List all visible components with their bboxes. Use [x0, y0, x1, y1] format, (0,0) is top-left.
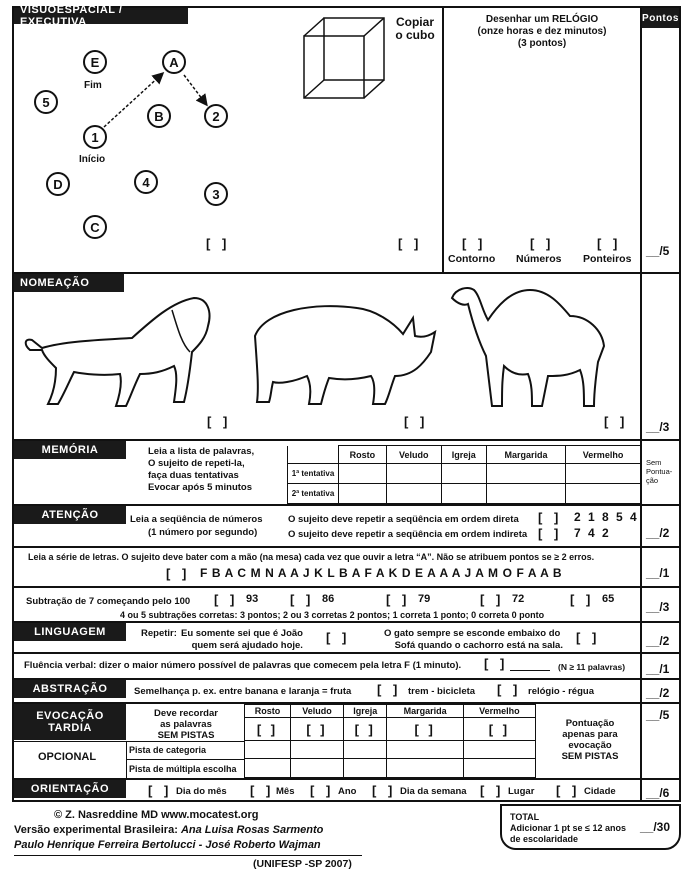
fluency-instruction: Fluência verbal: dizer o maior número possível de palavras que comecem pela letra F (1 minuto).	[24, 660, 462, 671]
memory-cell[interactable]	[386, 464, 441, 484]
recall-table	[244, 704, 536, 778]
recall-word-5: Vermelho	[463, 705, 535, 718]
fluency-threshold: (N ≥ 11 palavras)	[558, 662, 626, 672]
memory-word-5: Vermelho	[566, 446, 641, 464]
letters-sequence: F B A C M N A A J K L B A F A K D E A A A J A M O F A A B	[200, 566, 563, 580]
divider	[12, 586, 681, 588]
memory-instructions: Leia a lista de palavras, O sujeito de repeti-la, faça duas tentativas Evocar após 5 minutos	[148, 446, 255, 493]
section-visuospatial: VISUOESPACIAL / EXECUTIVA	[14, 8, 188, 24]
total-label: TOTAL	[510, 812, 540, 822]
digit-backward-sequence: 7 4 2	[574, 526, 611, 540]
serial7-bracket: [ ]	[214, 592, 239, 607]
trail-node-e: E	[83, 50, 107, 74]
memory-cell[interactable]	[486, 464, 565, 484]
total-score: __/30	[640, 820, 671, 834]
fluency-score: __/1	[646, 662, 670, 676]
points-header: Pontos	[642, 8, 679, 28]
digit-rate: (1 número por segundo)	[148, 527, 258, 538]
section-naming: NOMEAÇÃO	[14, 274, 124, 292]
letters-score: __/1	[646, 566, 670, 580]
divider	[14, 741, 244, 742]
recall-cell[interactable]	[291, 759, 344, 778]
copyright: © Z. Nasreddine MD www.mocatest.org	[54, 809, 259, 821]
memory-word-4: Margarida	[486, 446, 565, 464]
recall-score-note: Pontuação apenas para evocação SEM PISTAS	[561, 718, 619, 762]
repeat-sentence-2: O gato sempre se esconde embaixo do Sofá quando o cachorro está na sala.	[384, 628, 563, 651]
divider	[126, 759, 244, 760]
abstraction-pair-1: trem - bicicleta	[408, 686, 476, 697]
recall-instruction: Deve recordar as palavras SEM PISTAS	[154, 708, 218, 741]
divider	[126, 741, 127, 778]
repeat-label: Repetir:	[141, 628, 177, 639]
letters-bracket: [ ]	[166, 566, 191, 581]
memory-cell[interactable]	[486, 484, 565, 504]
points-column-divider	[640, 6, 642, 800]
divider	[12, 546, 681, 548]
recall-word-2: Veludo	[291, 705, 344, 718]
clock-divider	[442, 6, 444, 272]
recall-cell[interactable]	[387, 759, 463, 778]
orientation-bracket: [ ]	[148, 783, 173, 798]
serial7-value: 86	[322, 593, 335, 605]
memory-cell[interactable]	[441, 484, 486, 504]
recall-cell[interactable]	[463, 759, 535, 778]
clock-item-contour: Contorno	[448, 253, 496, 265]
orientation-month: Mês	[276, 786, 295, 797]
trail-arrows-icon	[0, 0, 300, 200]
recall-bracket[interactable]: [ ]	[245, 718, 291, 741]
recall-word-4: Margarida	[387, 705, 463, 718]
rhino-icon	[245, 296, 440, 411]
clock-bracket-numbers: [ ]	[530, 236, 555, 251]
recall-cue-category: Pista de categoria	[129, 745, 207, 755]
fluency-count-line[interactable]	[510, 670, 550, 671]
total-education-note-2: de escolaridade	[510, 834, 579, 844]
memory-no-score-note: Sem Pontua- ção	[646, 458, 673, 485]
section-delayed-recall: EVOCAÇÃO TARDIA	[14, 704, 126, 740]
trail-node-2: 2	[204, 104, 228, 128]
recall-optional-label: OPCIONAL	[38, 751, 97, 763]
orientation-place: Lugar	[508, 786, 535, 797]
fluency-bracket: [ ]	[484, 656, 509, 671]
digit-forward-sequence: 2 1 8 5 4	[574, 510, 639, 524]
cube-label: Copiar o cubo	[395, 15, 435, 42]
trail-node-d: D	[46, 172, 70, 196]
repeat-sentence-1: Eu somente sei que é João quem será ajudado hoje.	[181, 628, 303, 651]
repeat-score: __/2	[646, 634, 670, 648]
recall-cell[interactable]	[387, 740, 463, 759]
trail-node-1: 1	[83, 125, 107, 149]
camel-icon	[448, 280, 618, 415]
letters-instruction: Leia a série de letras. O sujeito deve bater com a mão (na mesa) cada vez que ouvir a letra “A”. Não se atribuem pontos se ≥ 2 erros.	[28, 552, 595, 562]
abstraction-bracket-1: [ ]	[377, 682, 402, 697]
digit-backward-bracket: [ ]	[538, 526, 563, 541]
memory-cell[interactable]	[339, 464, 387, 484]
orientation-bracket: [ ]	[250, 783, 275, 798]
memory-trial-2: 2ª tentativa	[288, 484, 339, 504]
serial7-value: 65	[602, 593, 615, 605]
serial7-scoring-rules: 4 ou 5 subtrações corretas: 3 pontos; 2 ou 3 corretas 2 pontos; 1 correta 1 ponto; 0 correta 0 ponto	[120, 610, 545, 620]
recall-cell[interactable]	[245, 759, 291, 778]
section-orientation: ORIENTAÇÃO	[14, 780, 126, 798]
trail-label-start: Início	[79, 154, 106, 165]
digit-forward-instruction: O sujeito deve repetir a seqüência em ordem direta	[288, 514, 519, 525]
serial7-value: 79	[418, 593, 431, 605]
trail-score-bracket: [ ]	[206, 236, 231, 251]
recall-bracket[interactable]: [ ]	[463, 718, 535, 741]
authors-line: Paulo Henrique Ferreira Bertolucci - José Roberto Wajman	[14, 839, 321, 851]
trail-node-c: C	[83, 215, 107, 239]
section-abstraction: ABSTRAÇÃO	[14, 680, 126, 698]
serial7-bracket: [ ]	[386, 592, 411, 607]
trail-node-4: 4	[134, 170, 158, 194]
divider	[14, 855, 362, 856]
abstraction-example: Semelhança p. ex. entre banana e laranja = fruta	[134, 686, 352, 697]
memory-cell[interactable]	[566, 464, 641, 484]
section-attention: ATENÇÃO	[14, 506, 126, 524]
serial7-bracket: [ ]	[290, 592, 315, 607]
digit-score: __/2	[646, 526, 670, 540]
orientation-weekday: Dia da semana	[400, 786, 467, 797]
institution: (UNIFESP -SP 2007)	[253, 858, 352, 870]
naming-score: __/3	[646, 420, 670, 434]
clock-item-hands: Ponteiros	[583, 253, 632, 265]
orientation-day-of-month: Dia do mês	[176, 786, 227, 797]
trail-node-3: 3	[204, 182, 228, 206]
recall-cell[interactable]	[245, 740, 291, 759]
digit-backward-instruction: O sujeito deve repetir a seqüência em ordem indireta	[288, 529, 528, 540]
total-education-note: Adicionar 1 pt se ≤ 12 anos	[510, 823, 626, 833]
cube-score-bracket: [ ]	[398, 236, 423, 251]
clock-instruction: Desenhar um RELÓGIO (onze horas e dez minutos) (3 pontos)	[477, 14, 607, 49]
memory-cell[interactable]	[386, 484, 441, 504]
section-memory: MEMÓRIA	[14, 441, 126, 459]
abstraction-score: __/2	[646, 686, 670, 700]
recall-cell[interactable]	[291, 740, 344, 759]
naming-bracket-lion: [ ]	[207, 414, 232, 429]
orientation-bracket: [ ]	[480, 783, 505, 798]
naming-bracket-camel: [ ]	[604, 414, 629, 429]
recall-bracket[interactable]: [ ]	[291, 718, 344, 741]
naming-bracket-rhino: [ ]	[404, 414, 429, 429]
recall-score: __/5	[646, 708, 670, 722]
serial7-instruction: Subtração de 7 começando pelo 100	[26, 596, 191, 607]
digit-instruction: Leia a seqüência de números	[130, 514, 263, 525]
recall-cell[interactable]	[344, 740, 387, 759]
memory-cell[interactable]	[566, 484, 641, 504]
clock-item-numbers: Números	[516, 253, 562, 265]
repeat-bracket-2: [ ]	[576, 630, 601, 645]
orientation-score: __/6	[646, 786, 670, 800]
orientation-year: Ano	[338, 786, 357, 797]
memory-trial-1: 1ª tentativa	[288, 464, 339, 484]
trail-label-end: Fim	[84, 80, 102, 91]
repeat-bracket-1: [ ]	[326, 630, 351, 645]
abstraction-pair-2: relógio - régua	[528, 686, 594, 697]
recall-cue-multiple-choice: Pista de múltipla escolha	[129, 764, 237, 774]
orientation-bracket: [ ]	[310, 783, 335, 798]
recall-cell[interactable]	[463, 740, 535, 759]
serial7-value: 93	[246, 593, 259, 605]
clock-bracket-hands: [ ]	[597, 236, 622, 251]
memory-cell[interactable]	[339, 484, 387, 504]
orientation-bracket: [ ]	[556, 783, 581, 798]
serial7-bracket: [ ]	[570, 592, 595, 607]
memory-word-2: Veludo	[386, 446, 441, 464]
recall-bracket[interactable]: [ ]	[387, 718, 463, 741]
orientation-bracket: [ ]	[372, 783, 397, 798]
serial7-value: 72	[512, 593, 525, 605]
recall-bracket[interactable]: [ ]	[344, 718, 387, 741]
recall-cell[interactable]	[344, 759, 387, 778]
abstraction-bracket-2: [ ]	[497, 682, 522, 697]
memory-word-3: Igreja	[441, 446, 486, 464]
memory-cell[interactable]	[441, 464, 486, 484]
trail-node-b: B	[147, 104, 171, 128]
version-line: Versão experimental Brasileira: Ana Luisa Rosas Sarmento	[14, 824, 324, 836]
digit-forward-bracket: [ ]	[538, 510, 563, 525]
lion-icon	[22, 290, 217, 415]
section-language: LINGUAGEM	[14, 623, 126, 641]
divider	[12, 652, 681, 654]
recall-word-3: Igreja	[344, 705, 387, 718]
visuospatial-score: __/5	[646, 244, 670, 258]
memory-word-1: Rosto	[339, 446, 387, 464]
cube-icon	[302, 14, 392, 104]
serial7-bracket: [ ]	[480, 592, 505, 607]
clock-bracket-contour: [ ]	[462, 236, 487, 251]
orientation-city: Cidade	[584, 786, 616, 797]
recall-word-1: Rosto	[245, 705, 291, 718]
memory-table	[287, 445, 641, 504]
trail-node-a: A	[162, 50, 186, 74]
trail-node-5: 5	[34, 90, 58, 114]
serial7-score: __/3	[646, 600, 670, 614]
